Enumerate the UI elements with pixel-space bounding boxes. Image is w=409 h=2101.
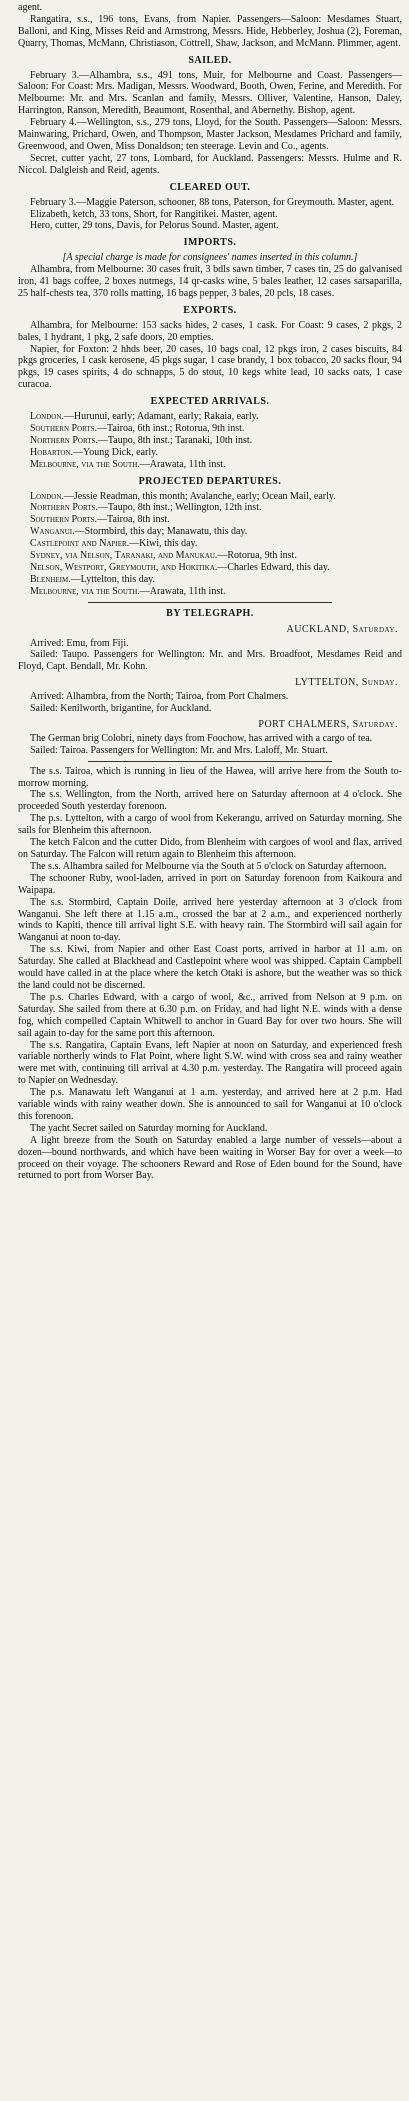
telegraph-entry: Sailed: Taupo. Passengers for Wellington: Mr. and Mrs. Broadfoot, Mesdames Reid and Floyd, Capt. Bendall, Mr. Kohn. — [18, 649, 402, 673]
projected-entry: Sydney, via Nelson, Taranaki, and Manukau.—Rotorua, 9th inst. — [30, 550, 297, 562]
projected-entry: Nelson, Westport, Greymouth, and Hokitika.—Charles Edward, this day. — [30, 561, 330, 573]
shipping-paragraph: The yacht Secret sailed on Saturday morning for Auckland. — [30, 1122, 268, 1134]
expected-entry: Northern Ports.—Taupo, 8th inst.; Taranaki, 10th inst. — [30, 434, 253, 446]
shipping-paragraph: The p.s. Lyttelton, with a cargo of wool from Kekerangu, arrived on Saturday morning. She sails for Blenheim this afternoon. — [18, 813, 402, 837]
section-divider — [88, 761, 332, 762]
projected-entry: Blenheim.—Lyttelton, this day. — [30, 573, 156, 585]
expected-entry: Southern Ports.—Tairoa, 6th inst.; Rotorua, 9th inst. — [30, 423, 245, 434]
telegraph-heading: BY TELEGRAPH. — [166, 607, 254, 619]
projected-entry: Wanganui.—Stormbird, this day; Manawatu, this day. — [30, 526, 248, 538]
projected-entry: Southern Ports.—Tairoa, 8th inst. — [30, 514, 170, 526]
shipping-paragraph: The ketch Falcon and the cutter Dido, from Blenheim with cargoes of wool and flax, arrived on Saturday. The Falcon will return again to Blenheim this afternoon. — [18, 837, 402, 860]
shipping-paragraph: The s.s. Rangatira, Captain Evans, left Napier at noon on Saturday, and experienced fresh variable northerly winds to Flat Point, where light S.W. wind with cross sea and rainy weather were met with, continuing till arrival at 4.30 p.m. yesterday. The Rangatira will proceed again to Napier on Wednesday. — [18, 1039, 402, 1087]
exports-entry: Alhambra, for Melbourne: 153 sacks hides, 2 cases, 1 cask. For Coast: 9 cases, 2 pkgs, 2 bales, 1 hydrant, 1 pkg, 2 safe doors, 20 empties. — [18, 319, 402, 343]
telegraph-entry: The German brig Colobri, ninety days from Foochow, has arrived with a cargo of tea. — [30, 732, 373, 744]
auckland-dateline: AUCKLAND, Saturday. — [286, 623, 398, 635]
expected-entry: Hobarton.—Young Dick, early. — [30, 446, 159, 458]
exports-entry: Napier, for Foxton: 2 hhds beer, 20 cases, 10 bags coal, 12 pkgs iron, 2 cases biscuits, 84 pkgs groceries, 1 cask kerosene, 45 pkgs sugar, 1 case brandy, 1 box tobacco, 20 sacks flour, 94 pkgs, 19 cases spirits, 4 do schnapps, 5 do stout, 10 kegs white lead, 10 sacks oats, 1 case curacoa. — [18, 343, 402, 391]
section-divider — [88, 602, 332, 603]
shipping-paragraph: The s.s. Wellington, from the North, arrived here on Saturday afternoon at 4 o'clock. She proceeded South yesterday forenoon. — [18, 789, 402, 813]
projected-departures-heading: PROJECTED DEPARTURES. — [138, 475, 282, 487]
telegraph-entry: Arrived: Alhambra, from the North; Tairoa, from Port Chalmers. — [30, 691, 289, 703]
imports-entry: Alhambra, from Melbourne: 30 cases fruit, 3 bdls sawn timber, 7 cases tin, 25 do galvanised iron, 41 bags coffee, 2 boxes nutmegs, 14 qr-casks wine, 5 bales leather, 12 cases sarsaparilla, 25 half-chests tea, 370 rolls matting, 16 bags pepper, 3 bales, 20 pcls, 18 cases. — [18, 264, 402, 299]
shipping-paragraph: A light breeze from the South on Saturday enabled a large number of vessels—about a dozen—bound northwards, and which have been waiting in Worser Bay for over a week—to proceed on their voyage. The schooners Reward and Rose of Eden bound for the Sound, have returned to port from Worser Bay. — [18, 1134, 402, 1182]
telegraph-entry: Sailed: Kenilworth, brigantine, for Auckland. — [30, 703, 212, 715]
imports-note: [A special charge is made for consignees' names inserted in this column.] — [62, 252, 358, 264]
projected-entry: Melbourne, via the South.—Arawata, 11th inst. — [30, 585, 226, 597]
expected-arrivals-heading: EXPECTED ARRIVALS. — [150, 396, 270, 408]
shipping-paragraph: The p.s. Charles Edward, with a cargo of wool, &c., arrived from Nelson at 9 p.m. on Saturday. She sailed from there at 6.30 p.m. on Friday, and had light N.E. winds with a dense fog, which compelled Captain Whitwell to anchor in Guard Bay for over two hours. She will sail again to-day for the same port this afternoon. — [18, 991, 402, 1039]
sailed-heading: SAILED. — [188, 54, 232, 66]
sailed-entry: Secret, cutter yacht, 27 tons, Lombard, for Auckland. Passengers: Messrs. Hulme and R. Niccol. Dalgleish and Reid, agents. — [18, 152, 402, 176]
port-chalmers-dateline: PORT CHALMERS, Saturday. — [258, 718, 398, 730]
imports-heading: IMPORTS. — [183, 237, 237, 249]
lyttelton-dateline: LYTTELTON, Sunday. — [295, 677, 398, 689]
projected-entry: Northern Ports.—Taupo, 8th inst.; Wellington, 12th inst. — [30, 502, 262, 514]
expected-entry: London.—Hurunui, early; Adamant, early; Rakaia, early. — [30, 411, 259, 423]
projected-entry: Castlepoint and Napier.—Kiwi, this day. — [30, 538, 198, 550]
cleared-entry: Hero, cutter, 29 tons, Davis, for Pelorus Sound. Master, agent. — [30, 220, 279, 232]
shipping-paragraph: The s.s. Alhambra sailed for Melbourne via the South at 5 o'clock on Saturday afternoon. — [30, 860, 387, 872]
projected-entry: London.—Jessie Readman, this month; Avalanche, early; Ocean Mail, early. — [30, 490, 336, 502]
shipping-paragraph: The s.s. Stormbird, Captain Doile, arrived here yesterday afternoon at 3 o'clock from Wanganui. She left there at 1.15 a.m., crossed the bar at 2 a.m., and experienced northerly winds to Kapiti, thence till arrival light S.E. with heavy rain. The Stormbird will sail again for Wanganui at noon to-day. — [18, 896, 402, 944]
shipping-paragraph: The schooner Ruby, wool-laden, arrived in port on Saturday forenoon from Kaikoura and Waipapa. — [18, 872, 402, 896]
cleared-heading: CLEARED OUT. — [169, 181, 251, 193]
sailed-entry: February 4.—Wellington, s.s., 279 tons, Lloyd, for the South. Passengers—Saloon: Messrs. Mainwaring, Prichard, Owen, and Thompson, Master Jackson, Mesdames Prichard and family, Greenwood, and Owen, Miss Donaldson; ten steerage. Levin and Co., agents. — [18, 117, 402, 152]
cleared-entry: Elizabeth, ketch, 33 tons, Short, for Rangitikei. Master, agent. — [30, 208, 278, 220]
shipping-paragraph: The p.s. Manawatu left Wanganui at 1 a.m. yesterday, and arrived here at 2 p.m. Had variable winds with rainy weather down. She is announced to sail for Wanganui at 10 o'clock this forenoon. — [18, 1087, 402, 1122]
expected-entry: Melbourne, via the South.—Arawata, 11th inst. — [30, 458, 226, 470]
shipping-paragraph: The s.s. Tairoa, which is running in lieu of the Hawea, will arrive here from the South to-morrow morning. — [18, 765, 402, 789]
telegraph-entry: Arrived: Emu, from Fiji. — [30, 637, 129, 649]
agent-line: agent. — [18, 2, 43, 13]
telegraph-entry: Sailed: Tairoa. Passengers for Wellington: Mr. and Mrs. Laloff, Mr. Stuart. — [30, 744, 328, 756]
cleared-entry: February 3.—Maggie Paterson, schooner, 88 tons, Paterson, for Greymouth. Master, agent. — [30, 196, 395, 208]
shipping-paragraph: The s.s. Kiwi, from Napier and other East Coast ports, arrived in harbor at 11 a.m. on Saturday. She called at Blackhead and Castlepoint where wool was shipped. Captain Campbell would have called in at the place where the ketch Otaki is ashore, but the weather was so thick the land could not be discerned. — [18, 944, 402, 991]
arrival-entry: Rangatira, s.s., 196 tons, Evans, from Napier. Passengers—Saloon: Mesdames Stuart, Balloni, and King, Misses Reid and Armstrong, Messrs. Hide, Hebberley, Joshua (2), Foreman, Quarry, Thomas, McMann, Christiason, Cottrell, Shaw, Jackson, and McMann. Plimmer, agent. — [18, 13, 402, 49]
exports-heading: EXPORTS. — [183, 304, 237, 316]
sailed-entry: February 3.—Alhambra, s.s., 491 tons, Muir, for Melbourne and Coast. Passengers—Saloon: For Coast: Mrs. Madigan, Messrs. Woodward, Booth, Owen, Ferine, and Meredith. For Melbourne: Mr. and Mrs. Scanlan and family, Messrs. Olliver, Valentine, Hanson, Daley, Harrington, Ranson, Meredith, Beaumont, Rosenthal, and Abernethy. Bishop, agent. — [18, 69, 402, 117]
